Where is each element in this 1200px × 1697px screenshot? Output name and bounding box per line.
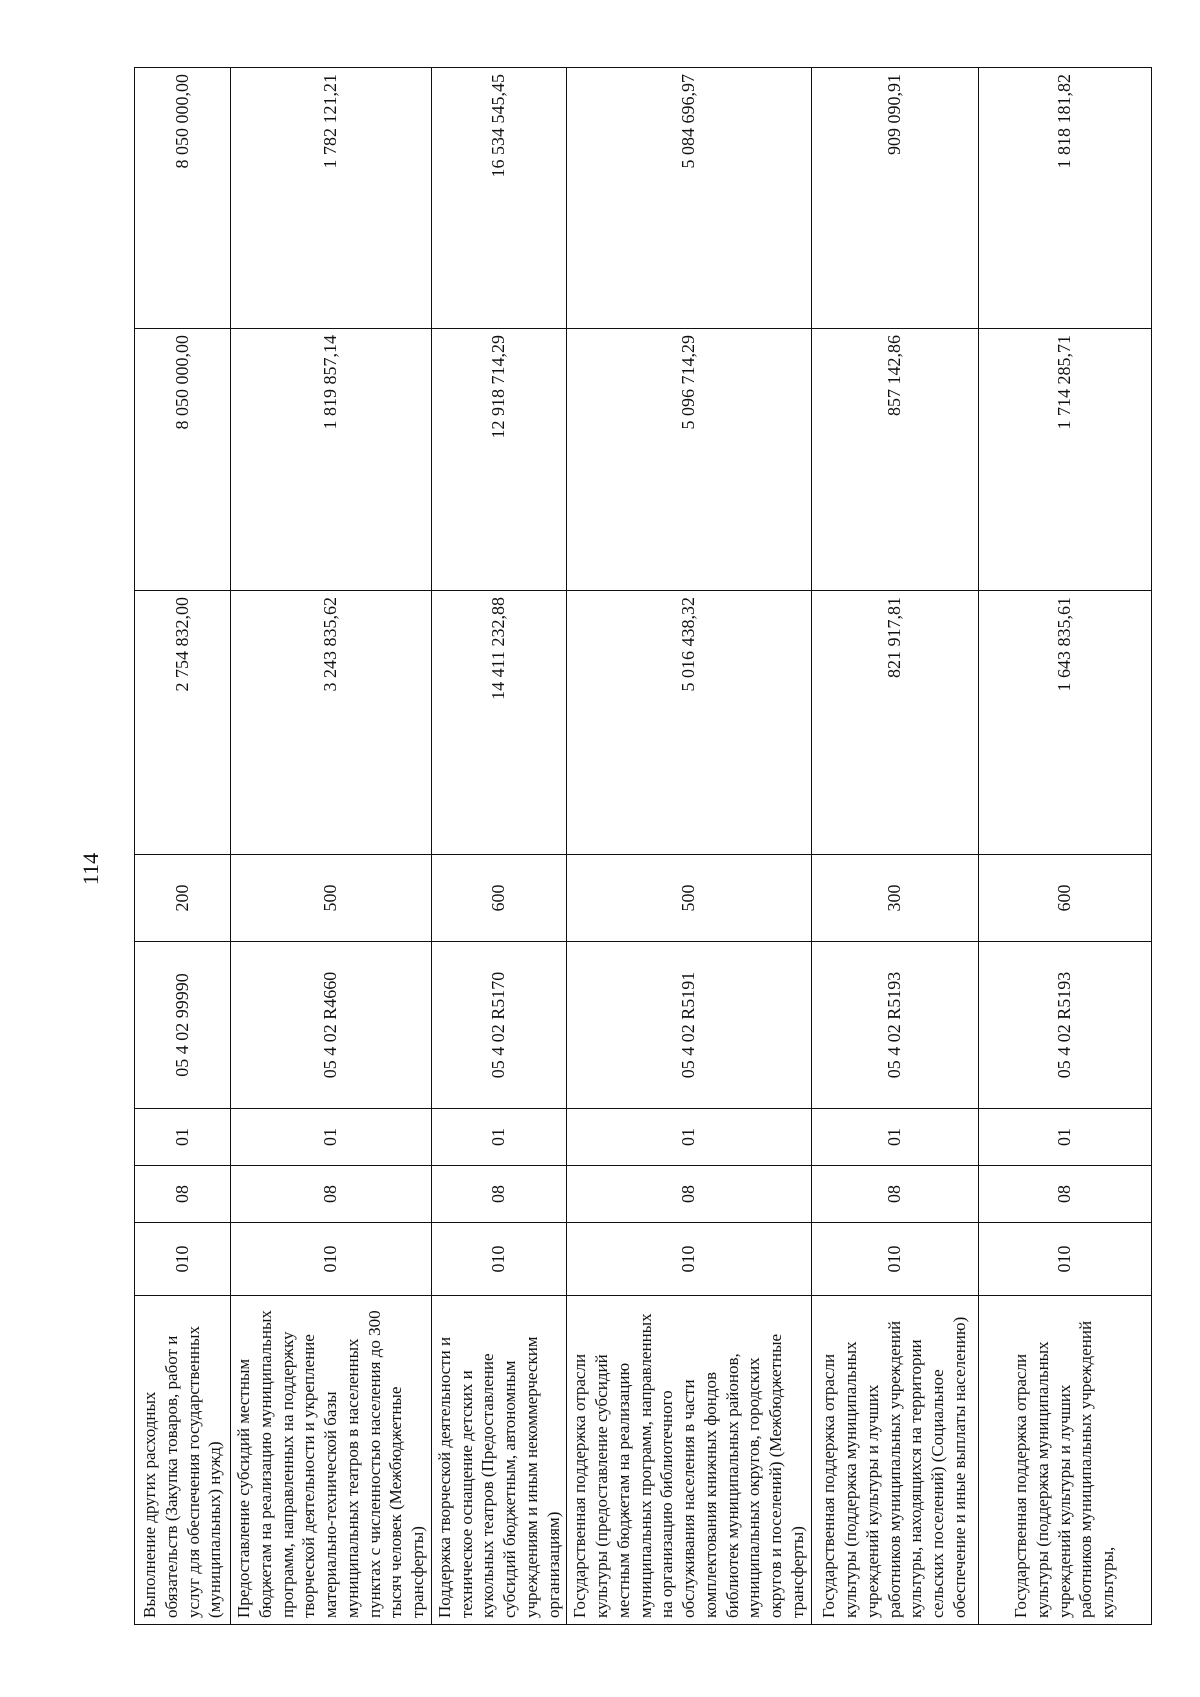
value-2: 5 096 714,29 xyxy=(567,329,811,591)
subsection-code: 01 xyxy=(431,1109,567,1166)
expense-type-code: 500 xyxy=(231,855,432,942)
section-code: 08 xyxy=(431,1166,567,1223)
expense-type-code: 500 xyxy=(567,855,811,942)
value-3: 16 534 545,45 xyxy=(431,68,567,329)
value-1: 5 016 438,32 xyxy=(567,591,811,855)
row-name: Государственная поддержка отрасли культуры (поддержка муниципальных учреждений культуры и лучших работников муниципальных учреждений культуры, xyxy=(978,1296,1151,1625)
row-name: Государственная поддержка отрасли культуры (предоставление субсидий местным бюджетам на реализацию муниципальных программ, направленных на организацию библиотечного обслуживания населения в части комплектования книжных фондов библиотек муниципальных районов, муниципальных округов, городских округов и поселений) (Межбюджетные трансферты) xyxy=(567,1296,811,1625)
value-2: 12 918 714,29 xyxy=(431,329,567,591)
rotated-table-frame xyxy=(134,68,1118,1625)
row-name: Выполнение других расходных обязательств (Закупка товаров, работ и услуг для обеспечения государственных (муниципальных) нужд) xyxy=(135,1296,231,1625)
section-code: 08 xyxy=(135,1166,231,1223)
value-1: 821 917,81 xyxy=(811,591,978,855)
budget-table-container xyxy=(134,68,1118,1625)
value-2: 1 819 857,14 xyxy=(231,329,432,591)
expense-type-code: 300 xyxy=(811,855,978,942)
section-code: 08 xyxy=(811,1166,978,1223)
target-code: 05 4 02 R5193 xyxy=(811,942,978,1109)
table-row xyxy=(231,68,432,1625)
table-row xyxy=(431,68,567,1625)
target-code: 05 4 02 R5170 xyxy=(431,942,567,1109)
value-3: 1 782 121,21 xyxy=(231,68,432,329)
value-1: 2 754 832,00 xyxy=(135,591,231,855)
value-2: 8 050 000,00 xyxy=(135,329,231,591)
table-row xyxy=(811,68,978,1625)
ministry-code: 010 xyxy=(978,1223,1151,1296)
value-2: 857 142,86 xyxy=(811,329,978,591)
ministry-code: 010 xyxy=(431,1223,567,1296)
subsection-code: 01 xyxy=(978,1109,1151,1166)
ministry-code: 010 xyxy=(567,1223,811,1296)
target-code: 05 4 02 R5193 xyxy=(978,942,1151,1109)
value-3: 909 090,91 xyxy=(811,68,978,329)
value-3: 8 050 000,00 xyxy=(135,68,231,329)
target-code: 05 4 02 R5191 xyxy=(567,942,811,1109)
table-row xyxy=(135,68,231,1625)
value-2: 1 714 285,71 xyxy=(978,329,1151,591)
target-code: 05 4 02 R4660 xyxy=(231,942,432,1109)
target-code: 05 4 02 99990 xyxy=(135,942,231,1109)
section-code: 08 xyxy=(978,1166,1151,1223)
ministry-code: 010 xyxy=(135,1223,231,1296)
value-1: 14 411 232,88 xyxy=(431,591,567,855)
value-1: 3 243 835,62 xyxy=(231,591,432,855)
row-name: Предоставление субсидий местным бюджетам на реализацию муниципальных программ, направленных на поддержку творческой деятельности и укрепление материально-технической базы муниципальных театров в населенных пунктах с численностью населения до 300 тысяч человек (Межбюджетные трансферты) xyxy=(231,1296,432,1625)
expense-type-code: 600 xyxy=(431,855,567,942)
value-1: 1 643 835,61 xyxy=(978,591,1151,855)
subsection-code: 01 xyxy=(567,1109,811,1166)
budget-table xyxy=(134,67,1152,1625)
table-row xyxy=(978,68,1151,1625)
section-code: 08 xyxy=(231,1166,432,1223)
expense-type-code: 600 xyxy=(978,855,1151,942)
subsection-code: 01 xyxy=(811,1109,978,1166)
ministry-code: 010 xyxy=(811,1223,978,1296)
section-code: 08 xyxy=(567,1166,811,1223)
page-number: 114 xyxy=(78,852,103,886)
expense-type-code: 200 xyxy=(135,855,231,942)
row-name: Государственная поддержка отрасли культуры (поддержка муниципальных учреждений культуры и лучших работников муниципальных учреждений культуры, находящихся на территории сельских поселений) (Социальное обеспечение и иные выплаты населению) xyxy=(811,1296,978,1625)
table-row xyxy=(567,68,811,1625)
ministry-code: 010 xyxy=(231,1223,432,1296)
value-3: 1 818 181,82 xyxy=(978,68,1151,329)
value-3: 5 084 696,97 xyxy=(567,68,811,329)
subsection-code: 01 xyxy=(231,1109,432,1166)
subsection-code: 01 xyxy=(135,1109,231,1166)
row-name: Поддержка творческой деятельности и техническое оснащение детских и кукольных театров (Предоставление субсидий бюджетным, автономным учреждениям и иным некоммерческим организациям) xyxy=(431,1296,567,1625)
